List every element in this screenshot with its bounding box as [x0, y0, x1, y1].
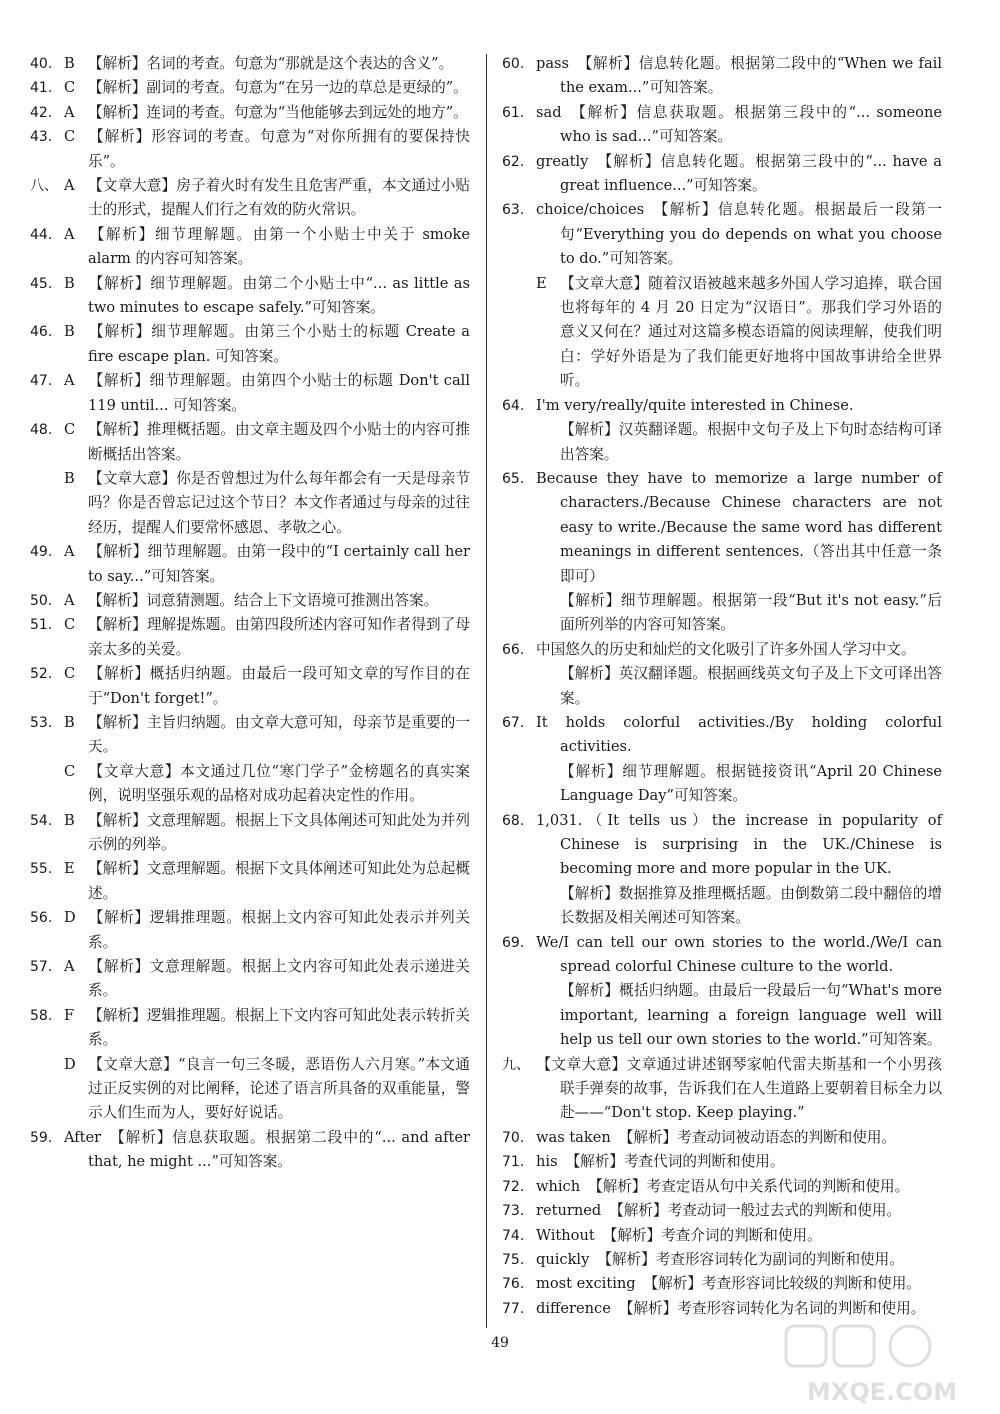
explanation-text: 【文章大意】“良言一句三冬暖，恶语伤人六月寒。”本文通过正反实例的对比阐释，论述了语言所具备的双重能量，警示人们生而为人，要好好说话。 [88, 1055, 470, 1122]
answer-choice: B [64, 713, 75, 731]
question-number: 64. [502, 397, 525, 414]
question-number: 75. [502, 1251, 525, 1268]
answer-entry [30, 589, 470, 613]
question-number: 67. [502, 714, 525, 731]
answer-entry [30, 613, 470, 662]
answer-entry [502, 931, 942, 980]
question-number: 44. [30, 226, 53, 243]
answer-entry [30, 125, 470, 174]
page-number: 49 [491, 1335, 509, 1351]
answer-entry [30, 662, 470, 711]
explanation-text: 中国悠久的历史和灿烂的文化吸引了许多外国人学习中文。 [536, 640, 916, 658]
answer-choice: choice/choices [536, 201, 645, 219]
answer-choice: greatly [536, 152, 589, 170]
question-number: 57. [30, 959, 53, 976]
answer-entry [30, 223, 470, 272]
question-number: 58. [30, 1007, 53, 1024]
svg-text:MXQE.COM: MXQE.COM [806, 1378, 958, 1406]
answer-choice: A [64, 372, 75, 390]
answer-entry [30, 52, 470, 76]
explanation-text: 【解析】细节理解题。由第三个小贴士的标题 Create a fire escape plan. 可知答案。 [88, 323, 470, 365]
answer-choice: returned [536, 1202, 602, 1220]
explanation-text: 【解析】理解提炼题。由第四段所述内容可知作者得到了母亲太多的关爱。 [88, 616, 470, 658]
explanation-text: 【解析】连词的考查。句意为“当他能够去到远处的地方”。 [88, 103, 468, 121]
explanation-text: 【解析】细节理解题。由第一段中的“I certainly call her to say...”可知答案。 [88, 543, 470, 585]
explanation-text: 【解析】考查动词被动语态的判断和使用。 [618, 1128, 897, 1146]
answer-choice: A [64, 543, 75, 561]
explanation-text: 【解析】数据推算及推理概括题。由倒数第二段中翻倍的增长数据及相关阐述可知答案。 [560, 884, 942, 927]
answer-choice: Without [536, 1226, 595, 1244]
answer-choice: A [64, 958, 75, 976]
explanation-text: 【文章大意】本文通过几位“寒门学子”金榜题名的真实案例，说明坚强乐观的品格对成功起着决定性的作用。 [88, 762, 470, 805]
question-number: 九、 [502, 1056, 530, 1073]
question-number: 53. [30, 714, 53, 731]
question-number: 69. [502, 934, 525, 951]
explanation-text: Because they have to memorize a large number of characters./Because Chinese characters are not easy to write./Because the same word has different meanings in different sentences.（答出其中任意一条即可） [536, 469, 942, 585]
explanation-text: 【解析】文意理解题。根据下文具体阐述可知此处为总起概述。 [88, 860, 470, 902]
answer-choice: C [64, 762, 76, 780]
right-column [502, 52, 942, 1321]
question-number: 77. [502, 1300, 525, 1317]
explanation-text: 【解析】信息转化题。根据第二段中的“When we fail the exam...”可知答案。 [560, 55, 942, 97]
explanation-text: 【解析】细节理解题。由第四个小贴士的标题 Don't call 119 until... 可知答案。 [88, 372, 470, 414]
answer-choice: B [64, 55, 75, 72]
answer-entry [30, 540, 470, 589]
explanation-text: 1,031.（It tells us）the increase in popularity of Chinese is surprising in the UK./Chinese is becoming more and more popular in the UK. [536, 811, 942, 878]
explanation-text: 【解析】名词的考查。句意为“那就是这个表达的含义”。 [88, 55, 454, 72]
explanation-text: 【解析】信息获取题。根据第三段中的“... someone who is sad...”可知答案。 [560, 103, 942, 146]
answer-entry [502, 52, 942, 101]
answer-entry [30, 76, 470, 100]
answer-entry [502, 711, 942, 760]
question-number: 62. [502, 153, 525, 170]
answer-choice: B [64, 811, 75, 829]
passage-summary [30, 174, 470, 223]
answer-entry [502, 150, 942, 199]
question-number: 72. [502, 1178, 525, 1195]
explanation-text: 【解析】概括归纳题。由最后一段可知文章的写作目的在于“Don't forget!”。 [88, 665, 470, 707]
answer-choice: After [64, 1128, 102, 1146]
explanation-text: 【文章大意】文章通过讲述钢琴家帕代雷夫斯基和一个小男孩联手弹奏的故事，告诉我们在人生道路上要朝着目标全力以赴——“Don't stop. Keep playing.” [536, 1055, 942, 1122]
answer-entry [30, 711, 470, 760]
question-number: 50. [30, 592, 53, 609]
answer-choice: A [64, 591, 75, 609]
explanation-text: 【解析】细节理解题。由第二个小贴士中“... as little as two minutes to escape safely.”可知答案。 [88, 274, 470, 317]
question-number: 56. [30, 910, 53, 927]
answer-entry [30, 1004, 470, 1053]
explanation-text: 【解析】形容词的考查。句意为“对你所拥有的要保持快乐”。 [88, 128, 470, 170]
explanation-text: 【解析】细节理解题。根据第一段“But it's not easy.”后面所列举的内容可知答案。 [560, 591, 942, 634]
question-number: 41. [30, 80, 53, 97]
explanation-text: 【解析】主旨归纳题。由文章大意可知，母亲节是重要的一天。 [88, 713, 470, 756]
answer-choice: sad [536, 103, 562, 121]
answer-entry [30, 272, 470, 321]
explanation-text: 【解析】推理概括题。由文章主题及四个小贴士的内容可推断概括出答案。 [88, 421, 470, 463]
answer-entry [502, 1248, 942, 1272]
explanation-text: 【解析】逻辑推理题。根据上下文内容可知此处表示转折关系。 [88, 1006, 470, 1049]
left-column [30, 52, 470, 1175]
question-number: 63. [502, 202, 525, 219]
question-number: 71. [502, 1154, 525, 1171]
answer-entry [30, 906, 470, 955]
question-number: 42. [30, 104, 53, 121]
answer-choice: C [64, 665, 76, 683]
answer-entry [502, 1224, 942, 1248]
explanation-text: 【解析】考查形容词转化为名词的判断和使用。 [618, 1299, 926, 1317]
answer-choice: B [64, 323, 75, 341]
question-number: 49. [30, 544, 53, 561]
explanation-text: 【解析】细节理解题。根据链接资讯“April 20 Chinese Language Day”可知答案。 [560, 762, 942, 805]
answer-entry [30, 418, 470, 467]
explanation-text: 【解析】考查代词的判断和使用。 [565, 1153, 785, 1171]
answer-choice: which [536, 1177, 581, 1195]
answer-choice: B [64, 274, 75, 292]
question-number: 51. [30, 617, 53, 634]
answer-entry [30, 369, 470, 418]
answer-entry [30, 101, 470, 125]
answer-entry [502, 638, 942, 662]
question-number: 74. [502, 1227, 525, 1244]
explanation-text: 【解析】考查形容词转化为副词的判断和使用。 [597, 1250, 904, 1268]
explanation-text: 【解析】词意猜测题。结合上下文语境可推测出答案。 [88, 591, 439, 609]
answer-choice: F [64, 1006, 75, 1024]
explanation-text: It holds colorful activities./By holding colorful activities. [536, 713, 942, 756]
answer-choice: B [64, 469, 75, 487]
answer-entry [30, 1126, 470, 1175]
answer-choice: was taken [536, 1128, 611, 1146]
question-number: 66. [502, 641, 525, 658]
question-number: 70. [502, 1129, 525, 1146]
answer-choice: E [64, 860, 75, 878]
answer-choice: C [64, 421, 76, 439]
answer-choice: C [64, 128, 76, 146]
question-number: 60. [502, 56, 525, 72]
watermark-logo [782, 1320, 982, 1410]
answer-entry [502, 809, 942, 882]
answer-entry [502, 1199, 942, 1223]
question-number: 八、 [30, 178, 58, 195]
explanation-text: 【解析】考查介词的判断和使用。 [602, 1226, 822, 1244]
explanation-text: We/I can tell our own stories to the world./We/I can spread colorful Chinese culture to the world. [536, 933, 942, 976]
answer-choice: pass [536, 55, 570, 72]
explanation-text: I'm very/really/quite interested in Chinese. [536, 396, 854, 414]
question-number: 68. [502, 812, 525, 829]
explanation-text: 【解析】文意理解题。根据上下文具体阐述可知此处为并列示例的列举。 [88, 811, 470, 853]
question-number: 61. [502, 104, 525, 121]
question-number: 55. [30, 861, 53, 878]
explanation-text: 【文章大意】房子着火时有发生且危害严重，本文通过小贴士的形式，提醒人们行之有效的防火常识。 [88, 177, 470, 219]
explanation-text: 【解析】考查形容词比较级的判断和使用。 [643, 1275, 921, 1293]
question-number: 54. [30, 812, 53, 829]
answer-entry [502, 1126, 942, 1150]
answer-entry [30, 955, 470, 1004]
explanation-text: 【解析】概括归纳题。由最后一段最后一句“What's more important, learning a foreign language well will help us tell our own stories to the world.”可知答案。 [560, 982, 942, 1049]
question-number: 76. [502, 1276, 525, 1293]
question-number: 52. [30, 666, 53, 683]
answer-choice: A [64, 103, 75, 121]
answer-entry [30, 320, 470, 369]
passage-summary [502, 272, 942, 394]
answer-entry [30, 809, 470, 858]
explanation-text: 【文章大意】随着汉语被越来越多外国人学习追捧，联合国也将每年的 4 月 20 日定为“汉语日”。那我们学习外语的意义又何在？通过对这篇多模态语篇的阅读理解，使我们明白：学好外语是为了我们能更好地将中国故事讲给全世界听。 [560, 274, 942, 390]
answer-choice: difference [536, 1299, 611, 1317]
question-number: 43. [30, 129, 53, 146]
column-divider [486, 54, 487, 1328]
question-number: 40. [30, 56, 53, 72]
passage-summary [502, 1053, 942, 1126]
question-number: 48. [30, 422, 53, 439]
answer-choice: his [536, 1153, 558, 1171]
answer-choice: E [536, 274, 547, 292]
question-number: 46. [30, 324, 53, 341]
answer-entry [502, 467, 942, 589]
explanation-text: 【解析】细节理解题。由第一个小贴士中关于 smoke alarm 的内容可知答案。 [88, 225, 470, 268]
answer-choice: D [64, 909, 76, 927]
explanation-text: 【解析】信息获取题。根据第二段中的“... and after that, he might ...”可知答案。 [88, 1128, 470, 1171]
answer-choice: quickly [536, 1250, 590, 1268]
explanation-text: 【文章大意】你是否曾想过为什么每年都会有一天是母亲节吗？你是否曾忘记过这个节日？本文作者通过与母亲的过往经历，提醒人们要常怀感恩、孝敬之心。 [88, 469, 470, 536]
explanation-text: 【解析】副词的考查。句意为“在另一边的草总是更绿的”。 [88, 79, 468, 97]
question-number: 59. [30, 1129, 53, 1146]
answer-entry [502, 198, 942, 271]
passage-summary [30, 760, 470, 809]
explanation-text: 【解析】汉英翻译题。根据中文句子及上下句时态结构可译出答案。 [560, 421, 942, 463]
explanation-text: 【解析】英汉翻译题。根据画线英文句子及上下文可译出答案。 [560, 665, 942, 707]
answer-choice: A [64, 177, 75, 195]
question-number: 65. [502, 470, 525, 487]
question-number: 47. [30, 373, 53, 390]
answer-entry [502, 101, 942, 150]
answer-entry [30, 857, 470, 906]
explanation-text: 【解析】考查定语从句中关系代词的判断和使用。 [588, 1177, 910, 1195]
explanation-text: 【解析】文意理解题。根据上文内容可知此处表示递进关系。 [88, 958, 470, 1000]
answer-entry [502, 1150, 942, 1174]
passage-summary [30, 1053, 470, 1126]
answer-choice: most exciting [536, 1275, 636, 1293]
explanation-text: 【解析】逻辑推理题。根据上文内容可知此处表示并列关系。 [88, 909, 470, 951]
explanation-text: 【解析】考查动词一般过去式的判断和使用。 [609, 1202, 902, 1220]
explanation-text: 【解析】信息转化题。根据最后一段第一句“Everything you do depends on what you choose to do.”可知答案。 [560, 201, 942, 268]
answer-entry [502, 394, 942, 418]
explanation-text: 【解析】信息转化题。根据第三段中的“... have a great influence...”可知答案。 [560, 152, 942, 195]
answer-entry [502, 1297, 942, 1321]
answer-choice: C [64, 79, 76, 97]
passage-summary [30, 467, 470, 540]
question-number: 73. [502, 1203, 525, 1220]
answer-choice: D [64, 1055, 76, 1073]
answer-entry [502, 1175, 942, 1199]
question-number: 45. [30, 275, 53, 292]
answer-choice: A [64, 225, 75, 243]
answer-entry [502, 1272, 942, 1296]
answer-choice: C [64, 616, 76, 634]
